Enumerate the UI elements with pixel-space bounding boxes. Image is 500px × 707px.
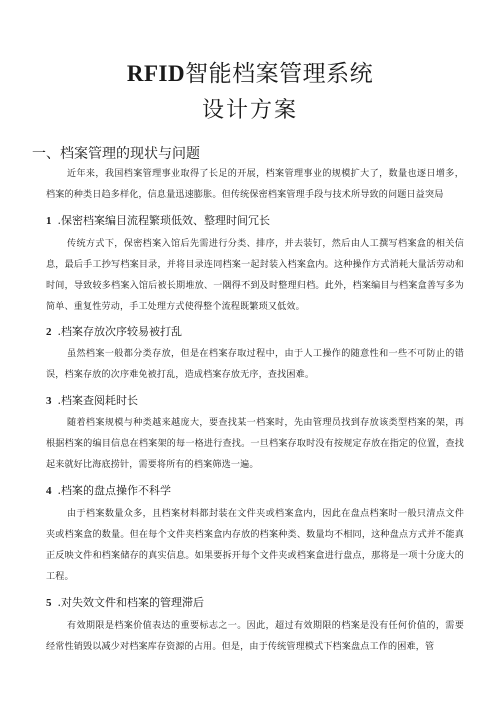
item-4-heading-text: .档案的盘点操作不科学 — [57, 484, 171, 497]
item-3-heading — [46, 392, 138, 408]
item-2-number: 2 — [46, 326, 52, 338]
item-4-paragraph: 由于档案数量众多，且档案材料都封装在文件夹或档案盒内，因此在盘点档案时一般只清点文件夹或档案盒的数量。但在每个文件夹档案盒内存放的档案种类、数量均不相同，这种盘点方式并不能真正反映文件和档案储存的真实信息。如果要拆开每个文件夹或档案盒进行盘点，那将是一项十分庞大的工程。 — [46, 509, 464, 582]
item-3-paragraph: 随着档案规模与种类越来越庞大，要查找某一档案时，先由管理员找到存放该类型档案的架，再根据档案的编目信息在档案架的每一格进行查找。一旦档案存取时没有按规定存放在指定的位置，查找起来就好比海底捞针，需要将所有的档案筛选一遍。 — [46, 418, 464, 470]
title-text: 智能档案管理系统 — [185, 61, 374, 87]
item-2-paragraph: 虽然档案一般都分类存放，但是在档案存取过程中，由于人工操作的随意性和一些不可防止的错误，档案存放的次序难免被打乱，造成档案存放无序，查找困难。 — [46, 349, 464, 380]
item-3-heading-text: .档案查阅耗时长 — [57, 394, 138, 407]
item-5-heading-text: .对失效文件和档案的管理滞后 — [57, 596, 204, 609]
section-heading: 一、档案管理的现状与问题 — [32, 146, 200, 162]
item-4-number: 4 — [46, 485, 52, 497]
item-4-heading — [46, 482, 171, 498]
item-2-heading-text: .档案存放次序较易被打乱 — [57, 325, 182, 338]
item-5-heading — [46, 594, 204, 610]
item-3-number: 3 — [46, 395, 52, 407]
item-2-heading — [46, 323, 182, 339]
item-1-heading-text: .保密档案编目流程繁琐低效、整理时间冗长 — [57, 214, 270, 227]
item-1-heading — [46, 212, 270, 228]
item-5-paragraph: 有效期限是档案价值表达的重要标志之一。因此，超过有效期限的档案是没有任何价值的，需要经常性销毁以减少对档案库存资源的占用。但是，由于传统管理模式下档案盘点工作的困难，管 — [46, 621, 464, 652]
item-1-number: 1 — [46, 215, 52, 227]
intro-paragraph: 近年来，我国档案管理事业取得了长足的开展，档案管理事业的规模扩大了，数量也逐日增多，档案的种类日趋多样化，信息量迅速膨胀。但传统保密档案管理手段与技术所导致的问题日益突局 — [46, 169, 464, 200]
document-subtitle: 设计方案 — [201, 98, 298, 123]
title-rfid: RFID — [126, 61, 186, 86]
item-5-number: 5 — [46, 597, 52, 609]
item-1-paragraph: 传统方式下，保密档案入馆后先需进行分类、排序，并去装钉，然后由人工撰写档案盒的相关信息，最后手工抄写档案目录，并将目录连同档案一起封装入档案盒内。这种操作方式消耗大量活劳动和时间，导致较多档案入馆后被长期堆放、一隅得不到及时整理归档。此外，档案编目与档案盒善写多为简单、重复性劳动，手工处理方式使得整个流程既繁琐又低效。 — [46, 239, 464, 312]
document-title — [0, 55, 500, 88]
